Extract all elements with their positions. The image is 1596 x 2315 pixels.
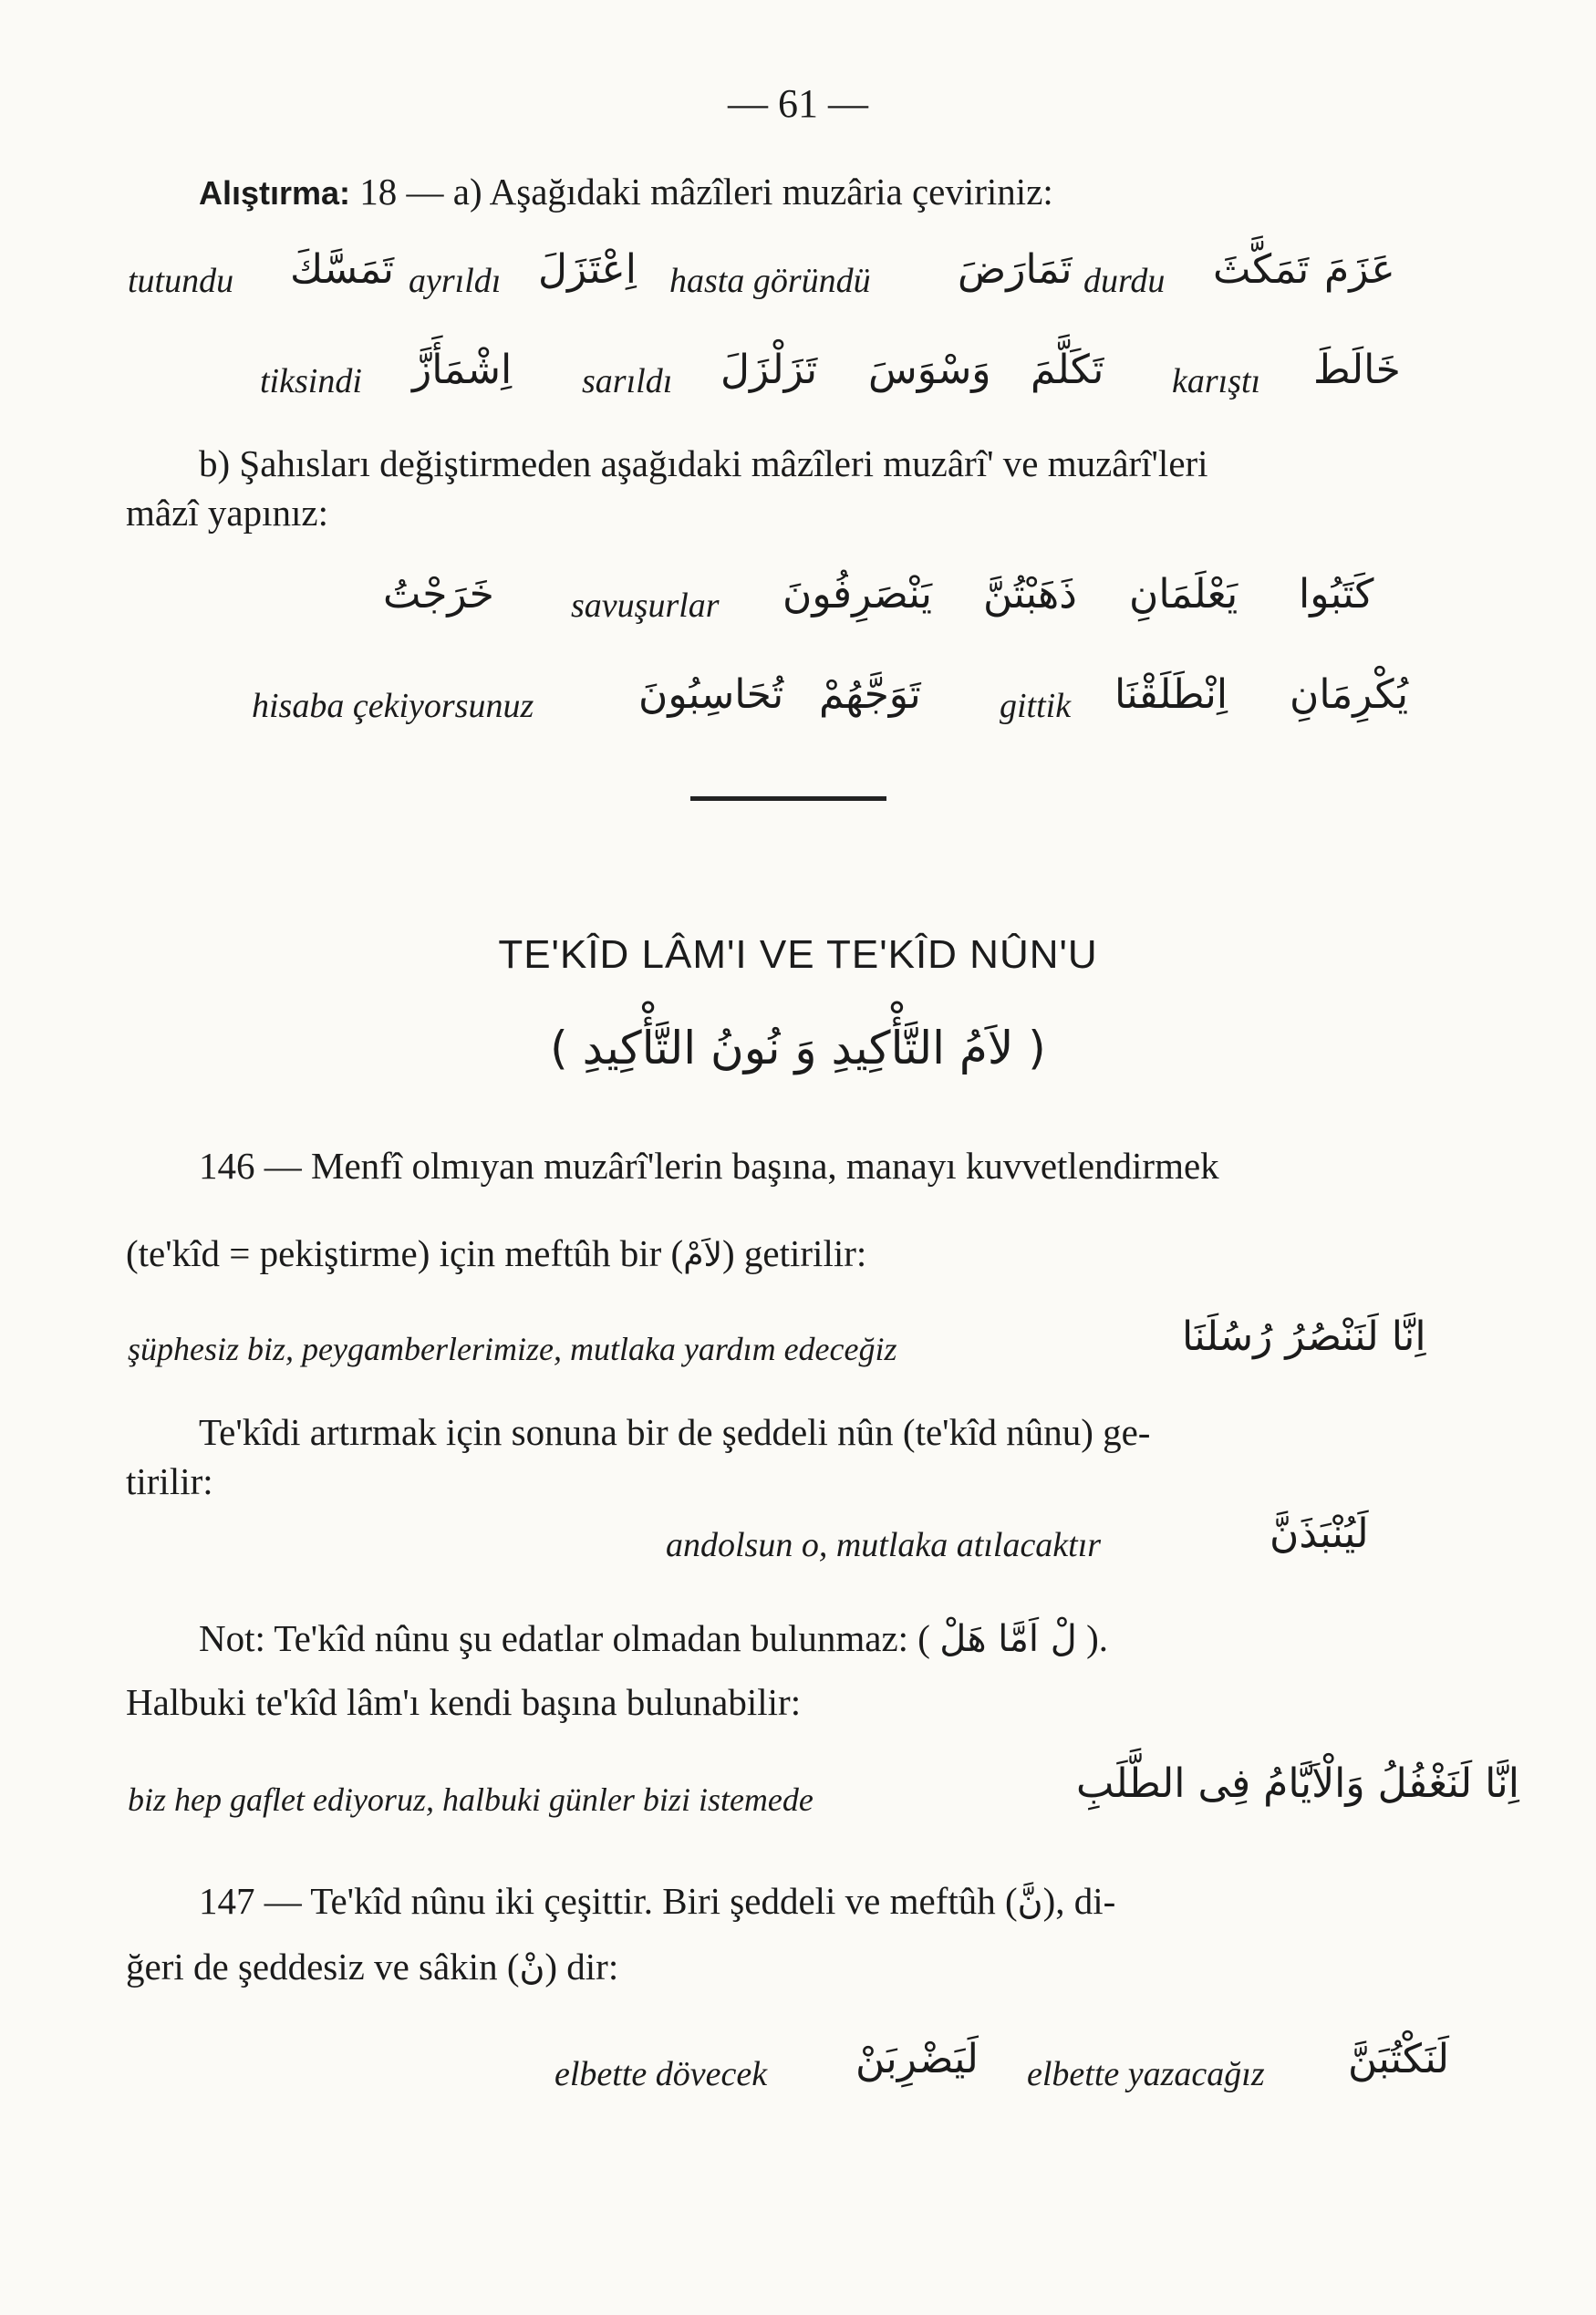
row1-tr-1: tutundu	[128, 262, 234, 300]
p147-line2-pre: ğeri de şeddesiz ve sâkin (	[126, 1946, 520, 1988]
example1-translation: şüphesiz biz, peygamberlerimize, mutlaka yardım edeceğiz	[128, 1331, 897, 1367]
row2-tr-1: tiksindi	[260, 362, 362, 400]
row1-tr-4: durdu	[1083, 262, 1166, 300]
row4-ar-1: تُحَاسِبُونَ	[638, 671, 784, 718]
row3-ar-1: خَرَجْتُ	[383, 571, 494, 618]
row4-ar-2: تَوَجَّهُمْ	[819, 671, 921, 718]
row2-ar-1: اِشْمَأَزَّ	[412, 347, 513, 393]
p147-line1-arabic: نَّ	[1017, 1882, 1043, 1922]
example2-arabic: لَيُنْبَذَنَّ	[1270, 1510, 1369, 1557]
example4-arabic: لَيَضْرِبَنْ	[855, 2036, 979, 2082]
exercise-heading	[199, 170, 1053, 213]
note-line1-pre: Not: Te'kîd nûnu şu edatlar olmadan bulunmaz: (	[199, 1617, 930, 1659]
p146-line2-pre: (te'kîd = pekiştirme) için meftûh bir (	[126, 1232, 684, 1274]
exercise-title: 18 — a) Aşağıdaki mâzîleri muzâria çeviriniz:	[359, 171, 1053, 213]
row1-tr-2: ayrıldı	[409, 262, 502, 300]
p146-line1: 146 — Menfî olmıyan muzârî'lerin başına, manayı kuvvetlendirmek	[199, 1145, 1219, 1187]
example4-translation: elbette dövecek	[554, 2055, 768, 2093]
example3-arabic: اِنَّا لَنَغْفُلُ وَالْاَيَّامُ فِى الطَّلَبِ	[1076, 1760, 1519, 1807]
example3-translation: biz hep gaflet ediyoruz, halbuki günler bizi istemede	[128, 1781, 814, 1818]
example1-arabic: اِنَّا لَنَنْصُرُ رُسُلَنَا	[1182, 1313, 1426, 1360]
note-line2: Halbuki te'kîd lâm'ı kendi başına bulunabilir:	[126, 1681, 802, 1723]
exercise-label: Alıştırma:	[199, 174, 351, 212]
row1-ar-5: عَزَمَ	[1324, 246, 1395, 293]
row2-ar-4: تَكَلَّمَ	[1031, 347, 1104, 393]
p147-line2-post: ) dir:	[544, 1946, 619, 1988]
note-line1-post: ).	[1086, 1617, 1108, 1659]
row2-ar-3: وَسْوَسَ	[868, 347, 991, 393]
instruction-b-line1: b) Şahısları değiştirmeden aşağıdaki mâzîleri muzârî' ve muzârî'leri	[199, 442, 1208, 484]
row3-ar-3: ذَهَبْتُنَّ	[983, 571, 1077, 618]
row3-ar-5: كَتَبُوا	[1299, 571, 1374, 618]
note-line1	[199, 1616, 1108, 1660]
row2-ar-2: تَزَلْزَلَ	[720, 347, 818, 393]
p146-para2-line2: tirilir:	[126, 1460, 213, 1502]
row3-tr-2: savuşurlar	[571, 587, 720, 625]
p147-line1-pre: 147 — Te'kîd nûnu iki çeşittir. Biri şeddeli ve meftûh (	[199, 1880, 1018, 1922]
p147-line2	[126, 1945, 618, 1988]
row1-ar-4: تَمَكَّثَ	[1213, 246, 1310, 293]
row1-ar-1: تَمَسَّكَ	[290, 246, 395, 293]
p146-line2-arabic: لاَمْ	[683, 1237, 723, 1274]
p146-line2-post: ) getirilir:	[722, 1232, 867, 1274]
p147-line1-post: ), di-	[1042, 1880, 1116, 1922]
example2-translation: andolsun o, mutlaka atılacaktır	[666, 1526, 1102, 1564]
p147-line2-arabic: نْ	[519, 1947, 545, 1988]
p147-line1	[199, 1879, 1115, 1923]
row3-ar-2: يَنْصَرِفُونَ	[782, 571, 933, 618]
row4-tr-1: hisaba çekiyorsunuz	[252, 687, 534, 725]
example5-arabic: لَنَكْتُبَنَّ	[1348, 2036, 1450, 2082]
section-title: TE'KÎD LÂM'I VE TE'KÎD NÛN'U	[498, 932, 1098, 977]
row4-tr-3: gittik	[1000, 687, 1072, 725]
row1-ar-3: تَمَارَضَ	[958, 246, 1073, 293]
row4-ar-4: يُكْرِمَانِ	[1290, 671, 1409, 718]
row1-tr-3: hasta göründü	[669, 262, 871, 300]
row2-tr-2: sarıldı	[582, 362, 673, 400]
p146-line2	[126, 1231, 866, 1275]
note-arabic-particles: لْ اَمَّا هَلْ	[939, 1618, 1077, 1660]
section-title-arabic: ( لاَمُ التَّأْكِيدِ وَ نُونُ التَّأْكِيدِ )	[550, 1022, 1046, 1074]
instruction-b-line2: mâzî yapınız:	[126, 492, 328, 534]
row1-ar-2: اِعْتَزَلَ	[538, 246, 637, 293]
row2-ar-5: خَالَطَ	[1313, 347, 1401, 393]
example5-translation: elbette yazacağız	[1027, 2055, 1265, 2093]
row3-ar-4: يَعْلَمَانِ	[1129, 571, 1238, 618]
row4-ar-3: اِنْطَلَقْنَا	[1114, 671, 1228, 718]
p146-para2-line1: Te'kîdi artırmak için sonuna bir de şeddeli nûn (te'kîd nûnu) ge-	[199, 1411, 1151, 1453]
page-number: — 61 —	[728, 81, 868, 126]
row2-tr-5: karıştı	[1172, 362, 1261, 400]
section-divider	[690, 796, 886, 801]
